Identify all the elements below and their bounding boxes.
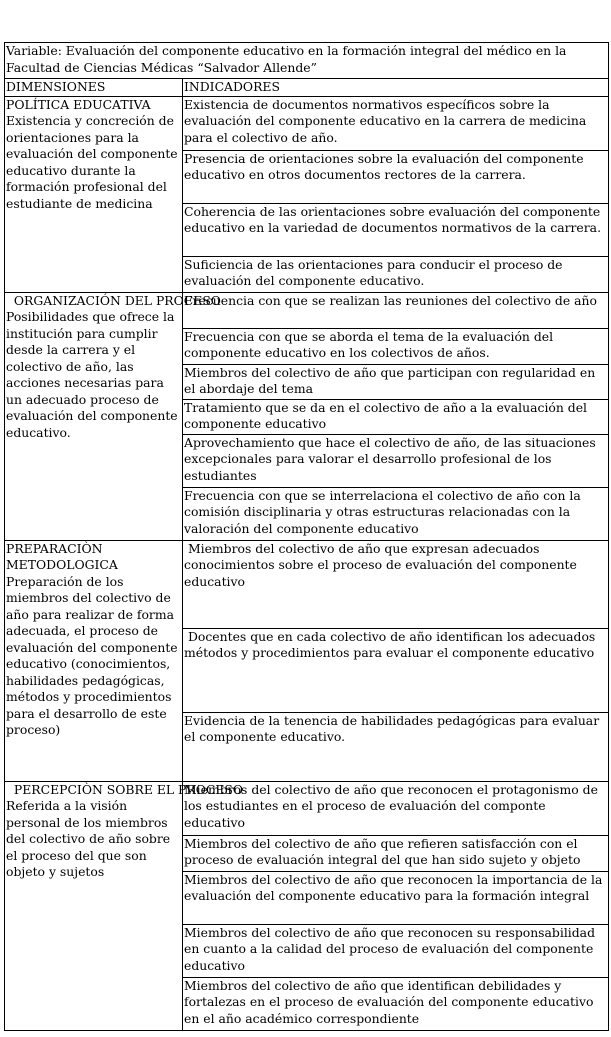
indicator-cell: Tratamiento que se da en el colectivo de año a la evaluación del componente educativo: [183, 399, 609, 434]
header-indicadores: INDICADORES: [183, 79, 609, 97]
indicator-cell: Frecuencia con que se interrelaciona el colectivo de año con la comisión disciplinaria y otras estructuras relacionadas con la valoración del componente educativo: [183, 487, 609, 540]
variables-table: [4, 42, 609, 1031]
dimension-description: Preparación de los miembros del colectivo de año para realizar de forma adecuada, el proceso de evaluación del componente educativo (conocimientos, habilidades pedagógicas, métodos y procedimientos para el desarrollo de este proceso): [6, 573, 178, 737]
dimension-title: ORGANIZACIÓN DEL PROCESO: [6, 292, 221, 308]
indicator-cell: Suficiencia de las orientaciones para conducir el proceso de evaluación del componente educativo.: [183, 256, 609, 292]
indicator-cell: Evidencia de la tenencia de habilidades pedagógicas para evaluar el componente educativo.: [183, 712, 609, 781]
dimension-description: Posibilidades que ofrece la institución para cumplir desde la carrera y el colectivo de año, las acciones necesarias para un adecuado proceso de evaluación del componente educativo.: [6, 309, 178, 440]
table-caption: Variable: Evaluación del componente educativo en la formación integral del médico en la Facultad de Ciencias Médicas “Salvador Allende”: [5, 43, 609, 79]
indicator-cell: Miembros del colectivo de año que refieren satisfacción con el proceso de evaluación integral del que han sido sujeto y objeto: [183, 835, 609, 871]
indicator-cell: Aprovechamiento que hace el colectivo de año, de las situaciones excepcionales para valorar el desarrollo profesional de los estudiantes: [183, 434, 609, 487]
indicator-cell: Miembros del colectivo de año que reconocen la importancia de la evaluación del componente educativo para la formación integral: [183, 871, 609, 924]
dimension-title: PREPARACIÒN METODOLOGICA: [6, 540, 118, 572]
indicator-cell: Existencia de documentos normativos específicos sobre la evaluación del componente educativo en la carrera de medicina para el colectivo de año.: [183, 96, 609, 150]
indicator-cell: Miembros del colectivo de año que expresan adecuados conocimientos sobre el proceso de evaluación del componente educativo: [183, 540, 609, 628]
indicator-cell: Presencia de orientaciones sobre la evaluación del componente educativo en otros documentos rectores de la carrera.: [183, 150, 609, 203]
dimension-organizacion-proceso: [5, 292, 221, 540]
dimension-politica-educativa: [5, 96, 183, 292]
dimension-percepcion-proceso: [5, 781, 244, 1030]
dimension-title: PERCEPCIÒN SOBRE EL PROCESO: [6, 781, 244, 797]
indicator-cell: Docentes que en cada colectivo de año identifican los adecuados métodos y procedimientos para evaluar el componente educativo: [183, 628, 609, 712]
dimension-preparacion-metodologica: [5, 540, 183, 781]
indicator-cell: Miembros del colectivo de año que participan con regularidad en el abordaje del tema: [183, 364, 609, 399]
header-dimensiones: DIMENSIONES: [5, 79, 183, 97]
indicator-cell: Miembros del colectivo de año que reconocen el protagonismo de los estudiantes en el proceso de evaluación del componte educativo: [183, 781, 609, 835]
indicator-cell: Miembros del colectivo de año que identifican debilidades y fortalezas en el proceso de evaluación del componente educativo en el año académico correspondiente: [183, 977, 609, 1030]
indicator-cell: Coherencia de las orientaciones sobre evaluación del componente educativo en la variedad de documentos normativos de la carrera.: [183, 203, 609, 256]
indicator-cell: Frecuencia con que se realizan las reuniones del colectivo de año: [183, 292, 609, 328]
indicator-cell: Miembros del colectivo de año que reconocen su responsabilidad en cuanto a la calidad del proceso de evaluación del componente educativo: [183, 924, 609, 977]
indicator-cell: Frecuencia con que se aborda el tema de la evaluación del componente educativo en los colectivos de años.: [183, 328, 609, 364]
dimension-description: Existencia y concreción de orientaciones para la evaluación del componente educativo durante la formación profesional del estudiante de medicina: [6, 113, 178, 211]
dimension-title: POLÍTICA EDUCATIVA: [6, 96, 151, 112]
dimension-description: Referida a la visión personal de los miembros del colectivo de año sobre el proceso del que son objeto y sujetos: [6, 798, 171, 879]
